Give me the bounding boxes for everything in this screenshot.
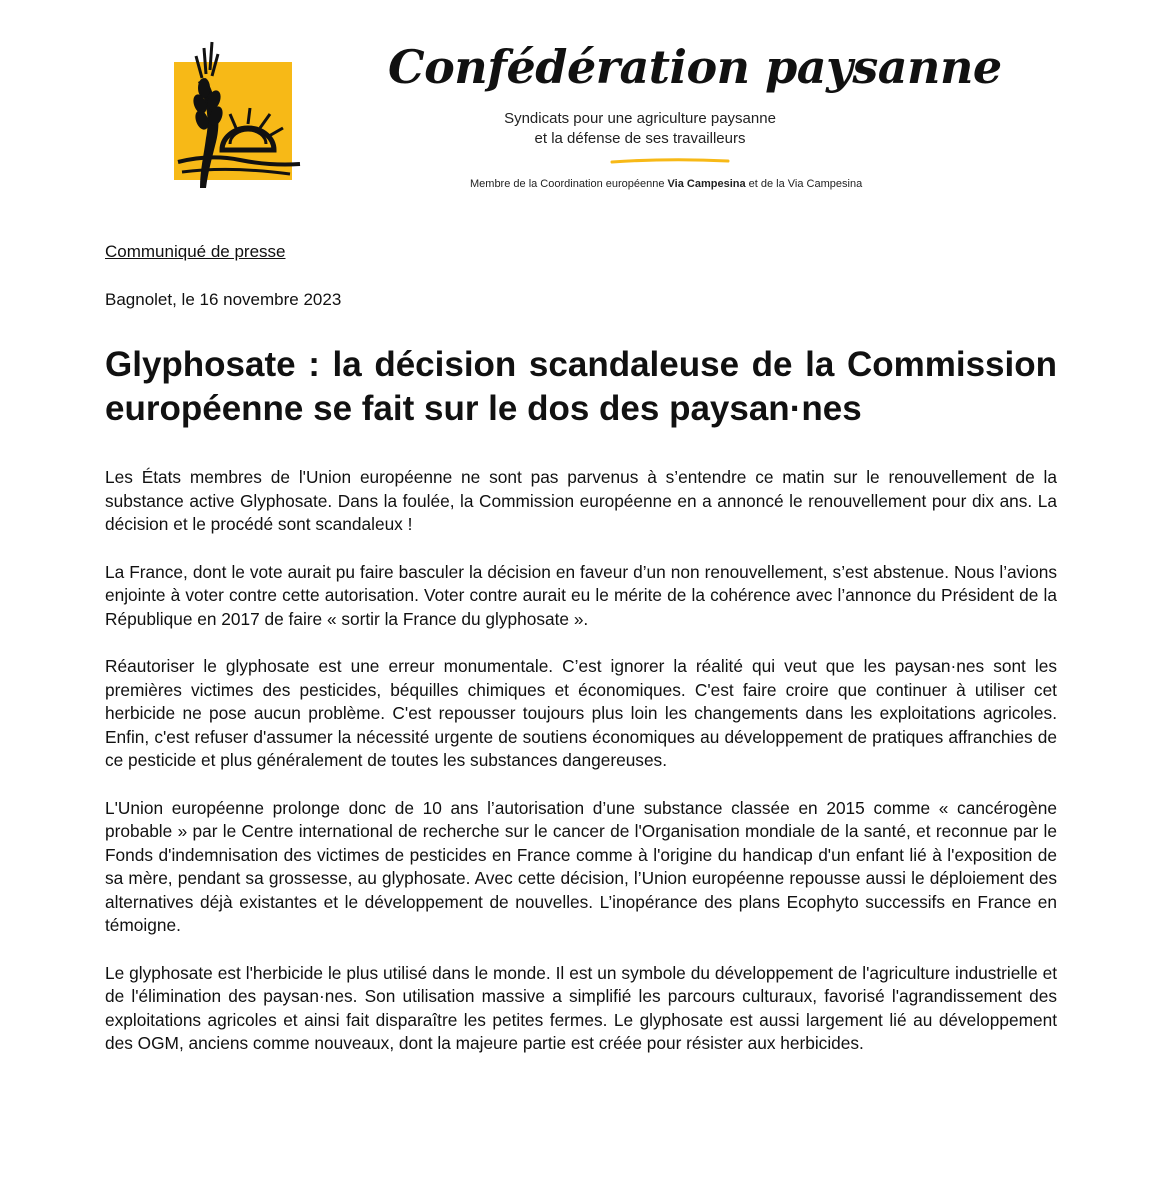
membership-highlight: Via Campesina xyxy=(667,178,746,190)
press-release-label: Communiqué de presse xyxy=(105,242,286,261)
paragraph: La France, dont le vote aurait pu faire basculer la décision en faveur d’un non renouvellement, s’est abstenue. Nous l’avions enjointe à voter contre cette autorisation. Voter contre aurait eu le mérite de la cohérence avec l’annonce du Président de la République en 2017 de faire « sortir la France du glyphosate ». xyxy=(105,561,1057,629)
dateline: Bagnolet, le 16 novembre 2023 xyxy=(105,290,342,309)
membership-suffix: et de la Via Campesina xyxy=(745,178,863,190)
tagline-line-2: et la défense de ses travailleurs xyxy=(534,130,746,147)
tagline-line-1: Syndicats pour une agriculture paysanne xyxy=(504,110,776,127)
logo xyxy=(170,38,310,190)
wheat-sun-logo-icon xyxy=(170,38,310,190)
tagline-underline xyxy=(610,151,730,157)
membership-prefix: Membre de la Coordination européenne xyxy=(470,178,668,190)
org-tagline xyxy=(470,109,810,149)
membership-line xyxy=(470,178,890,190)
org-name: Confédération paysanne xyxy=(388,40,1002,94)
paragraph: Réautoriser le glyphosate est une erreur monumentale. C’est ignorer la réalité qui veut que les paysan·nes sont les premières victimes des pesticides, béquilles chimiques et économiques. C'est faire croire que continuer à utiliser cet herbicide ne pose aucun problème. C'est repousser toujours plus loin les changements dans les exploitations agricoles. Enfin, c'est refuser d'assumer la nécessité urgente de soutiens économiques au développement de pratiques affranchies de ce pesticide et plus généralement de toutes les substances dangereuses. xyxy=(105,656,1057,770)
article-body xyxy=(105,466,1057,1080)
page-title: Glyphosate : la décision scandaleuse de la Commission européenne se fait sur le dos des paysan·nes xyxy=(105,345,1057,428)
paragraph: Les États membres de l'Union européenne ne sont pas parvenus à s’entendre ce matin sur le renouvellement de la substance active Glyphosate. Dans la foulée, la Commission européenne en a annoncé le renouvellement pour dix ans. La décision et le procédé sont scandaleux ! xyxy=(105,467,1057,534)
paragraph: Le glyphosate est l'herbicide le plus utilisé dans le monde. Il est un symbole du développement de l'agriculture industrielle et de l'élimination des paysan·nes. Son utilisation massive a simplifié les parcours culturaux, favorisé l'agrandissement des exploitations agricoles et ainsi fait disparaître les petites fermes. Le glyphosate est aussi largement lié au développement des OGM, anciens comme nouveaux, dont la majeure partie est créée pour résister aux herbicides. xyxy=(105,962,1057,1053)
paragraph: L'Union européenne prolonge donc de 10 ans l’autorisation d’une substance classée en 2015 comme « cancérogène probable » par le Centre international de recherche sur le cancer de l'Organisation mondiale de la santé, et reconnue par le Fonds d'indemnisation des victimes de pesticides en France comme à l'origine du handicap d'un enfant lié à l'exposition de sa mère, pendant sa grossesse, au glyphosate. Avec cette décision, l’Union européenne repousse aussi le déploiement des alternatives déjà existantes et le développement de nouvelles. L’inopérance des plans Ecophyto successifs en France en témoigne. xyxy=(105,797,1057,935)
